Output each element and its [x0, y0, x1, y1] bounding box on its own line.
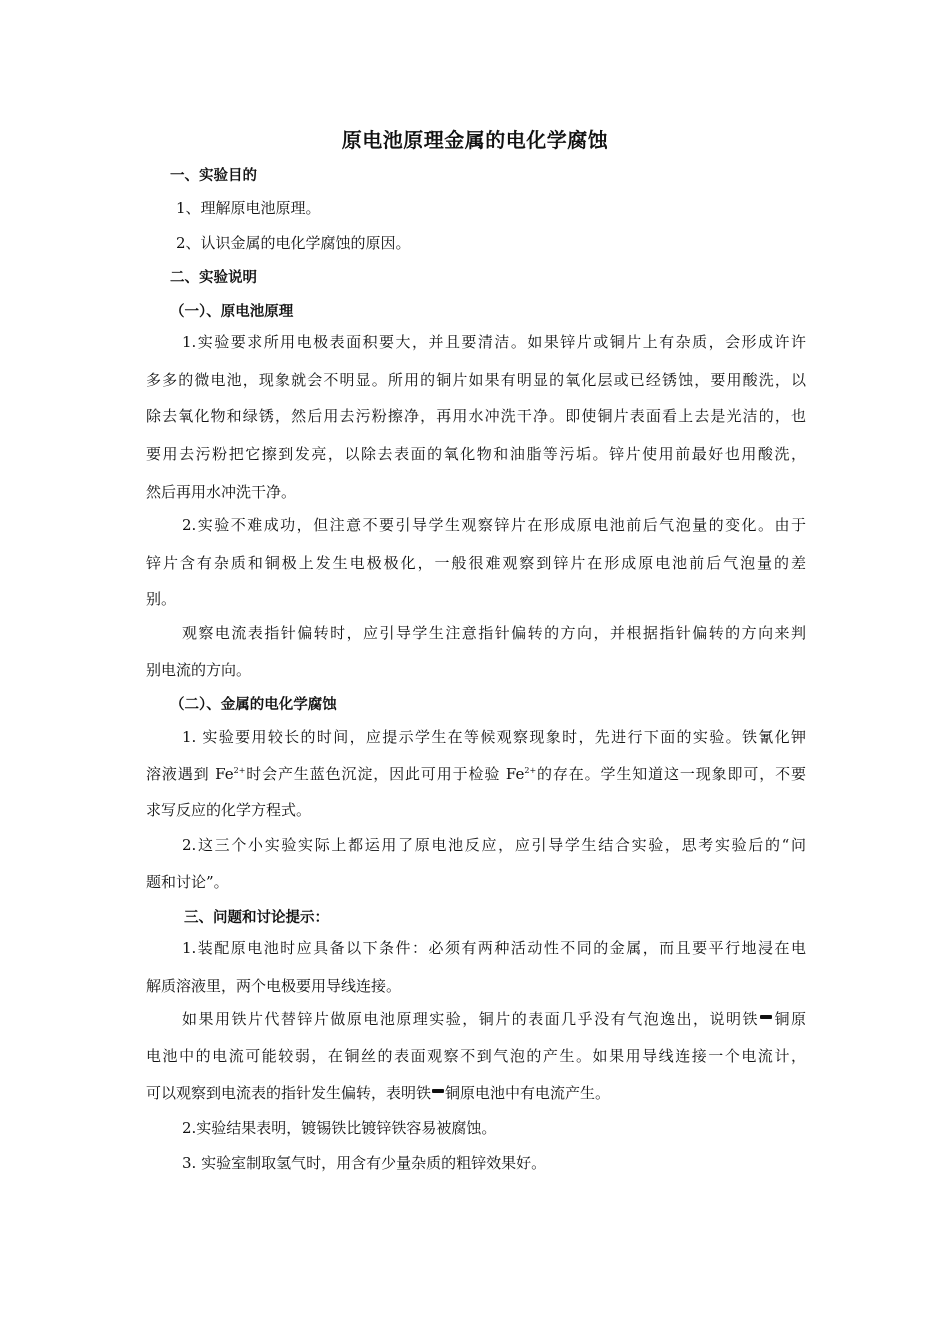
paragraph-line: 然后再用水冲洗干净。 [146, 483, 297, 501]
paragraph-line: 求写反应的化学方程式。 [146, 801, 312, 819]
paragraph-line: 1. 实验要用较长的时间，应提示学生在等候观察现象时，先进行下面的实验。铁氰化钾 [182, 728, 806, 746]
objective-item: 2、认识金属的电化学腐蚀的原因。 [176, 234, 411, 252]
text-run: 铜原电池中有电流产生。 [445, 1084, 611, 1102]
paragraph-line-dash [146, 1082, 806, 1103]
paragraph-line: 2.这三个小实验实际上都运用了原电池反应，应引导学生结合实验，思考实验后的“问 [182, 836, 806, 854]
paragraph-line: 3. 实验室制取氢气时，用含有少量杂质的粗锌效果好。 [182, 1154, 547, 1172]
text-run: 的存在。学生知道这一现象即可，不要 [536, 765, 806, 783]
paragraph-line: 观察电流表指针偏转时，应引导学生注意指针偏转的方向，并根据指针偏转的方向来判 [182, 624, 806, 642]
paragraph-line: 1.实验要求所用电极表面积要大，并且要清洁。如果锌片或铜片上有杂质，会形成许许 [182, 333, 806, 351]
paragraph-line: 2.实验不难成功，但注意不要引导学生观察锌片在形成原电池前后气泡量的变化。由于 [182, 516, 806, 534]
paragraph-line-dash [182, 1008, 806, 1029]
subsection-heading-galvanic: （一）、原电池原理 [170, 304, 294, 320]
text-run: 如果用铁片代替锌片做原电池原理实验，铜片的表面几乎没有气泡逸出，说明铁 [182, 1010, 760, 1028]
paragraph-line: 别。 [146, 590, 177, 608]
paragraph-line: 锌片含有杂质和铜极上发生电极极化，一般很难观察到锌片在形成原电池前后气泡量的差 [146, 554, 806, 572]
text-run: 溶液遇到 Fe [146, 765, 234, 783]
paragraph-line: 别电流的方向。 [146, 661, 252, 679]
document-title: 原电池原理金属的电化学腐蚀 [341, 128, 609, 152]
section-heading-discussion: 三、问题和讨论提示： [184, 910, 329, 926]
paragraph-line: 多多的微电池，现象就会不明显。所用的铜片如果有明显的氧化层或已经锈蚀，要用酸洗，以 [146, 371, 806, 389]
paragraph-line-formula [146, 763, 806, 784]
superscript-charge: 2+ [233, 766, 246, 775]
objective-item: 1、理解原电池原理。 [176, 199, 321, 217]
superscript-charge: 2+ [524, 766, 537, 775]
section-heading-objectives: 一、实验目的 [170, 168, 257, 184]
paragraph-line: 电池中的电流可能较弱，在铜丝的表面观察不到气泡的产生。如果用导线连接一个电流计， [146, 1047, 806, 1065]
dash-mark [760, 1015, 772, 1019]
text-run: 铜原 [773, 1010, 806, 1028]
text-run: 时会产生蓝色沉淀，因此可用于检验 Fe [245, 765, 525, 783]
paragraph-line: 1.装配原电池时应具备以下条件：必须有两种活动性不同的金属，而且要平行地浸在电 [182, 939, 806, 957]
section-heading-notes: 二、实验说明 [170, 270, 257, 286]
dash-mark [432, 1089, 444, 1093]
text-run: 可以观察到电流表的指针发生偏转，表明铁 [146, 1084, 432, 1102]
subsection-heading-corrosion: （二）、金属的电化学腐蚀 [170, 697, 337, 713]
paragraph-line: 题和讨论”。 [146, 873, 229, 891]
paragraph-line: 2.实验结果表明，镀锡铁比镀锌铁容易被腐蚀。 [182, 1119, 497, 1137]
paragraph-line: 要用去污粉把它擦到发亮，以除去表面的氧化物和油脂等污垢。锌片使用前最好也用酸洗， [146, 445, 806, 463]
paragraph-line: 除去氧化物和绿锈，然后用去污粉擦净，再用水冲洗干净。即使铜片表面看上去是光洁的，也 [146, 407, 806, 425]
paragraph-line: 解质溶液里，两个电极要用导线连接。 [146, 977, 402, 995]
